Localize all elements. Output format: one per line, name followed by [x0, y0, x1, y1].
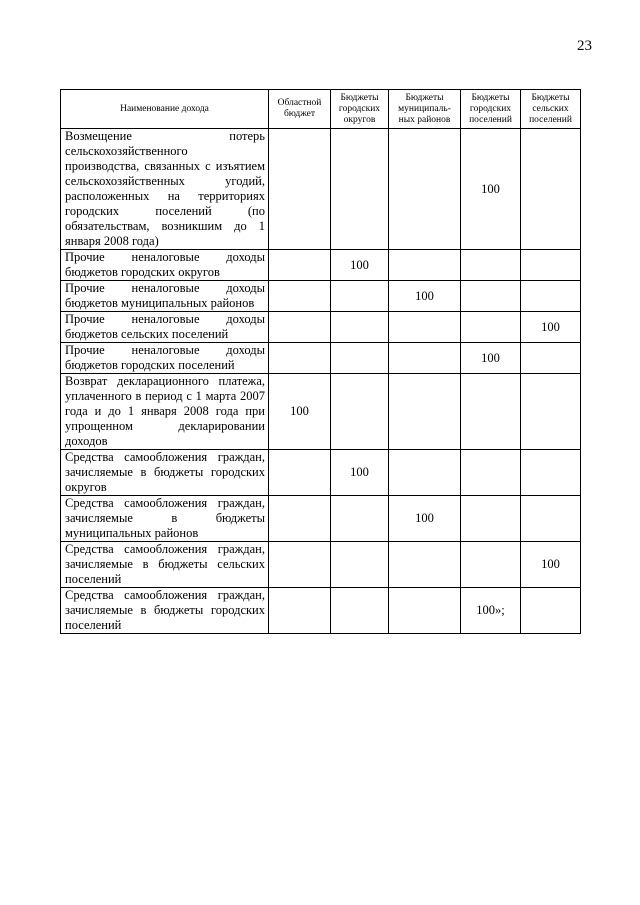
value-cell	[389, 542, 461, 588]
value-cell: 100	[389, 496, 461, 542]
table-row	[61, 129, 581, 250]
value-cell	[269, 343, 331, 374]
value-cell: 100	[461, 343, 521, 374]
table-row	[61, 542, 581, 588]
value-cell	[461, 374, 521, 450]
income-name-cell: Возмещение потерь сельскохозяйственного производства, связанных с изъятием сельскохозяйственных угодий, расположенных на территориях городских поселений (по обязательствам, возникшим до 1 января 2008 года)	[61, 129, 269, 250]
value-cell	[389, 343, 461, 374]
value-cell: 100	[389, 281, 461, 312]
value-cell	[521, 450, 581, 496]
value-cell	[389, 450, 461, 496]
value-cell	[269, 542, 331, 588]
value-cell	[389, 374, 461, 450]
value-cell	[389, 250, 461, 281]
value-cell	[269, 129, 331, 250]
value-cell	[461, 281, 521, 312]
value-cell: 100»;	[461, 588, 521, 634]
value-cell	[389, 129, 461, 250]
value-cell	[521, 496, 581, 542]
value-cell: 100	[461, 129, 521, 250]
value-cell	[331, 542, 389, 588]
income-name-cell: Прочие неналоговые доходы бюджетов муниципальных районов	[61, 281, 269, 312]
value-cell: 100	[521, 312, 581, 343]
value-cell	[521, 250, 581, 281]
value-cell	[461, 250, 521, 281]
value-cell	[269, 496, 331, 542]
value-cell	[521, 129, 581, 250]
table-row	[61, 312, 581, 343]
value-cell	[331, 374, 389, 450]
table-row	[61, 588, 581, 634]
value-cell	[269, 312, 331, 343]
table-row	[61, 450, 581, 496]
table-row	[61, 374, 581, 450]
header-regional-budget: Областной бюджет	[269, 90, 331, 129]
value-cell	[331, 496, 389, 542]
value-cell	[389, 312, 461, 343]
income-name-cell: Прочие неналоговые доходы бюджетов городских округов	[61, 250, 269, 281]
value-cell	[521, 374, 581, 450]
header-city-district-budgets: Бюджеты городских округов	[331, 90, 389, 129]
value-cell: 100	[521, 542, 581, 588]
income-name-cell: Средства самообложения граждан, зачисляемые в бюджеты городских поселений	[61, 588, 269, 634]
value-cell	[269, 450, 331, 496]
header-urban-settlement-budgets: Бюджеты городских поселений	[461, 90, 521, 129]
header-municipal-district-budgets: Бюджеты муниципаль-ных районов	[389, 90, 461, 129]
income-name-cell: Прочие неналоговые доходы бюджетов сельских поселений	[61, 312, 269, 343]
value-cell	[331, 312, 389, 343]
income-distribution-table	[60, 89, 581, 634]
header-income-name: Наименование дохода	[61, 90, 269, 129]
value-cell	[331, 281, 389, 312]
value-cell	[461, 450, 521, 496]
value-cell	[461, 496, 521, 542]
value-cell	[461, 312, 521, 343]
value-cell	[461, 542, 521, 588]
income-name-cell: Средства самообложения граждан, зачисляемые в бюджеты муниципальных районов	[61, 496, 269, 542]
value-cell	[331, 588, 389, 634]
value-cell	[269, 281, 331, 312]
value-cell	[269, 588, 331, 634]
value-cell	[521, 343, 581, 374]
value-cell: 100	[331, 450, 389, 496]
value-cell	[331, 129, 389, 250]
table-row	[61, 281, 581, 312]
table-header-row	[61, 90, 581, 129]
income-name-cell: Средства самообложения граждан, зачисляемые в бюджеты сельских поселений	[61, 542, 269, 588]
table-row	[61, 496, 581, 542]
value-cell	[521, 588, 581, 634]
value-cell: 100	[331, 250, 389, 281]
value-cell	[389, 588, 461, 634]
value-cell	[521, 281, 581, 312]
value-cell	[269, 250, 331, 281]
table-row	[61, 343, 581, 374]
value-cell: 100	[269, 374, 331, 450]
page-number: 23	[577, 38, 592, 54]
income-name-cell: Прочие неналоговые доходы бюджетов городских поселений	[61, 343, 269, 374]
income-name-cell: Возврат декларационного платежа, уплаченного в период с 1 марта 2007 года и до 1 января 2008 года при упрощенном декларировании доходов	[61, 374, 269, 450]
income-name-cell: Средства самообложения граждан, зачисляемые в бюджеты городских округов	[61, 450, 269, 496]
header-rural-settlement-budgets: Бюджеты сельских поселений	[521, 90, 581, 129]
value-cell	[331, 343, 389, 374]
table-row	[61, 250, 581, 281]
